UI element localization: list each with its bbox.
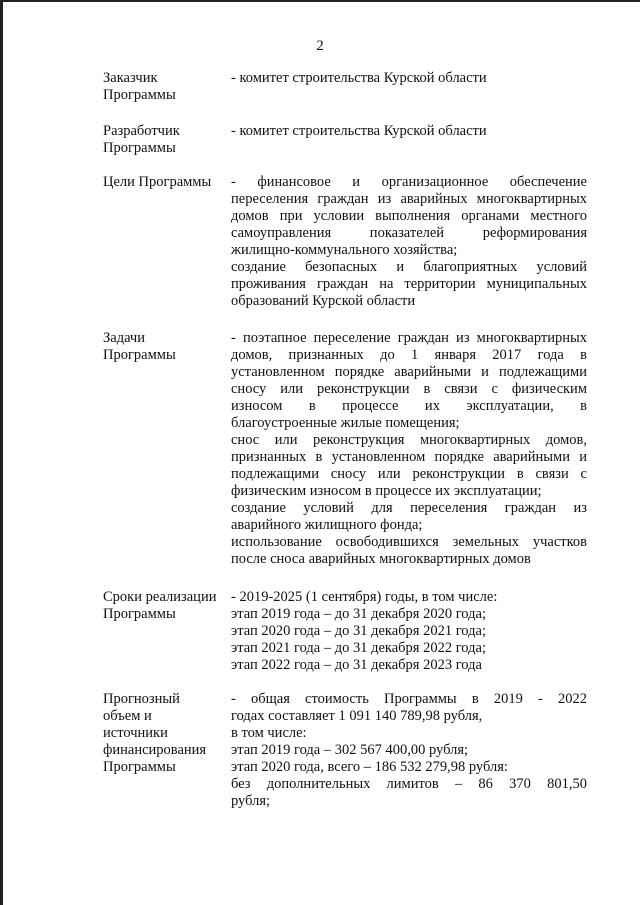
- section-content: [231, 123, 587, 140]
- content-line: - финансовое и организационное обеспечение: [231, 174, 587, 190]
- section-label: [103, 70, 228, 104]
- section-content: [231, 330, 587, 568]
- label-line: Задачи: [103, 330, 145, 346]
- label-line: Прогнозный: [103, 691, 180, 707]
- content-line: подлежащими сносу или реконструкции в связи с: [231, 466, 587, 482]
- section-label: [103, 330, 228, 364]
- content-line: в том числе:: [231, 725, 307, 741]
- content-line: - поэтапное переселение граждан из многоквартирных: [231, 330, 587, 346]
- content-line: жилищно-коммунального хозяйства;: [231, 242, 458, 258]
- content-line: признанных в установленном порядке аварийными и: [231, 449, 587, 465]
- label-line: Программы: [103, 140, 176, 156]
- content-line: - 2019-2025 (1 сентября) годы, в том числе:: [231, 589, 498, 605]
- label-line: объем и: [103, 708, 152, 724]
- content-line: образований Курской области: [231, 293, 416, 309]
- label-line: Разработчик: [103, 123, 180, 139]
- label-line: Программы: [103, 759, 176, 775]
- content-line: самоуправления показателей реформирования: [231, 225, 587, 241]
- content-line: благоустроенные жилые помещения;: [231, 415, 460, 431]
- content-line: этап 2020 года – до 31 декабря 2021 года;: [231, 623, 486, 639]
- content-line: - комитет строительства Курской области: [231, 123, 487, 139]
- label-line: Программы: [103, 347, 176, 363]
- content-line: - комитет строительства Курской области: [231, 70, 487, 86]
- content-line: сносу или реконструкции в связи с физическим: [231, 381, 587, 397]
- content-line: без дополнительных лимитов – 86 370 801,50: [231, 776, 587, 792]
- content-line: установленном порядке аварийными и подлежащими: [231, 364, 587, 380]
- section-label: [103, 589, 228, 623]
- section-content: [231, 174, 587, 310]
- content-line: переселения граждан из аварийных многоквартирных: [231, 191, 587, 207]
- label-line: Сроки реализации: [103, 589, 217, 605]
- scan-edge-left: [0, 0, 3, 905]
- label-line: Цели Программы: [103, 174, 212, 190]
- content-line: после сноса аварийных многоквартирных домов: [231, 551, 531, 567]
- section-content: [231, 691, 587, 810]
- content-line: этап 2020 года, всего – 186 532 279,98 рубля:: [231, 759, 508, 775]
- section-content: [231, 70, 587, 87]
- label-line: Программы: [103, 87, 176, 103]
- content-line: - общая стоимость Программы в 2019 - 2022: [231, 691, 587, 707]
- content-line: этап 2019 года – 302 567 400,00 рубля;: [231, 742, 469, 758]
- content-line: износом в процессе их эксплуатации, в: [231, 398, 587, 414]
- label-line: Программы: [103, 606, 176, 622]
- content-line: домов при условии выполнения органами местного: [231, 208, 587, 224]
- content-line: создание условий для переселения граждан из: [231, 500, 587, 516]
- label-line: источники: [103, 725, 168, 741]
- label-line: Заказчик: [103, 70, 158, 86]
- content-line: этап 2022 года – до 31 декабря 2023 года: [231, 657, 482, 673]
- content-line: проживания граждан на территории муниципальных: [231, 276, 587, 292]
- section-label: [103, 123, 228, 157]
- label-line: финансирования: [103, 742, 207, 758]
- section-label: [103, 174, 228, 191]
- content-line: этап 2019 года – до 31 декабря 2020 года;: [231, 606, 486, 622]
- content-line: этап 2021 года – до 31 декабря 2022 года;: [231, 640, 486, 656]
- content-line: аварийного жилищного фонда;: [231, 517, 423, 533]
- content-line: рубля;: [231, 793, 271, 809]
- content-line: физическим износом в процессе их эксплуатации;: [231, 483, 542, 499]
- section-label: [103, 691, 228, 776]
- content-line: годах составляет 1 091 140 789,98 рубля,: [231, 708, 483, 724]
- content-line: создание безопасных и благоприятных условий: [231, 259, 587, 275]
- section-content: [231, 589, 587, 674]
- content-line: использование освободившихся земельных участков: [231, 534, 587, 550]
- content-line: снос или реконструкция многоквартирных домов,: [231, 432, 587, 448]
- content-line: домов, признанных до 1 января 2017 года в: [231, 347, 587, 363]
- page-number: 2: [316, 38, 324, 54]
- scan-edge-top: [0, 0, 640, 2]
